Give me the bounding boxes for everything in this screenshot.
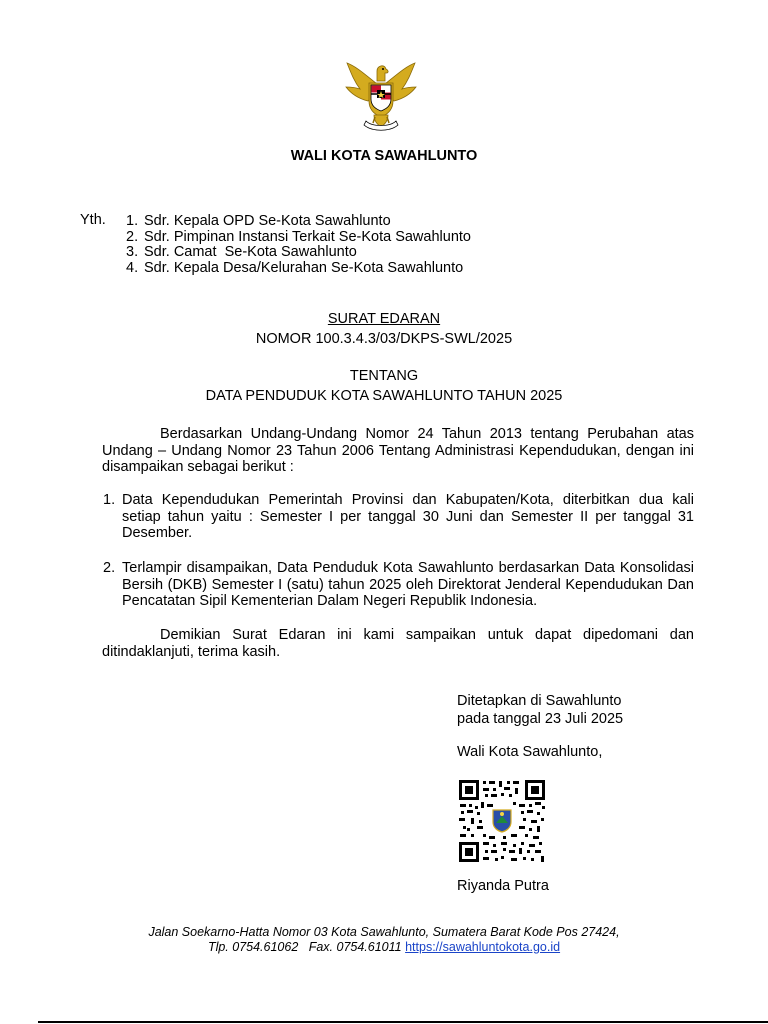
signature-place: Ditetapkan di Sawahlunto (457, 693, 622, 709)
intro-paragraph: Berdasarkan Undang-Undang Nomor 24 Tahun 2013 tentang Perubahan atas Undang – Undang Nomor 23 Tahun 2006 Tentang Administrasi Kependudukan, dengan ini disampaikan sebagai berikut : (102, 426, 694, 475)
point-number: 2. (103, 560, 116, 576)
list-item (126, 213, 471, 229)
list-number: 4. (126, 259, 139, 276)
about-label: TENTANG (349, 368, 419, 384)
list-number: 2. (126, 228, 139, 245)
list-item (126, 260, 471, 276)
addressee-list (126, 213, 471, 275)
list-item (126, 229, 471, 245)
closing-paragraph: Demikian Surat Edaran ini kami sampaikan untuk dapat dipedomani dan ditindaklanjuti, terima kasih. (102, 627, 694, 660)
office-title: WALI KOTA SAWAHLUNTO (290, 148, 478, 164)
list-item (126, 244, 471, 260)
letter-number: NOMOR 100.3.4.3/03/DKPS-SWL/2025 (255, 331, 513, 347)
bottom-divider (38, 1021, 768, 1023)
letter-subject: DATA PENDUDUK KOTA SAWAHLUNTO TAHUN 2025 (205, 388, 563, 404)
signer-name: Riyanda Putra (457, 878, 549, 894)
addressee-label: Yth. (80, 212, 106, 228)
list-text: Sdr. Kepala OPD Se-Kota Sawahlunto (144, 213, 391, 229)
signature-position: Wali Kota Sawahlunto, (457, 744, 603, 760)
website-link[interactable]: https://sawahluntokota.go.id (405, 940, 561, 954)
footer-contact: Tlp. 0754.61062 Fax. 0754.61011 (207, 940, 402, 954)
list-text: Sdr. Camat Se-Kota Sawahlunto (144, 244, 357, 261)
letter-type: SURAT EDARAN (327, 311, 441, 327)
point-paragraph: Data Kependudukan Pemerintah Provinsi dan Kabupaten/Kota, diterbitkan dua kali setiap tahun yaitu : Semester I per tanggal 30 Juni dan Semester II per tanggal 31 Desember. (122, 492, 694, 541)
point-number: 1. (103, 492, 116, 508)
list-number: 3. (126, 244, 139, 261)
signature-date: pada tanggal 23 Juli 2025 (457, 711, 624, 727)
garuda-emblem-icon (342, 57, 420, 135)
footer-contact-line (0, 940, 768, 955)
footer-address: Jalan Soekarno-Hatta Nomor 03 Kota Sawahlunto, Sumatera Barat Kode Pos 27424, (148, 925, 620, 939)
list-text: Sdr. Pimpinan Instansi Terkait Se-Kota Sawahlunto (144, 228, 471, 245)
point-paragraph: Terlampir disampaikan, Data Penduduk Kota Sawahlunto berdasarkan Data Konsolidasi Bersih (DKB) Semester I (satu) tahun 2025 oleh Direktorat Jenderal Kependudukan Dan Pencatatan Sipil Kementerian Dalam Negeri Republik Indonesia. (122, 560, 694, 609)
qr-code-icon (457, 778, 547, 864)
list-number: 1. (126, 213, 139, 229)
list-text: Sdr. Kepala Desa/Kelurahan Se-Kota Sawahlunto (144, 259, 464, 276)
